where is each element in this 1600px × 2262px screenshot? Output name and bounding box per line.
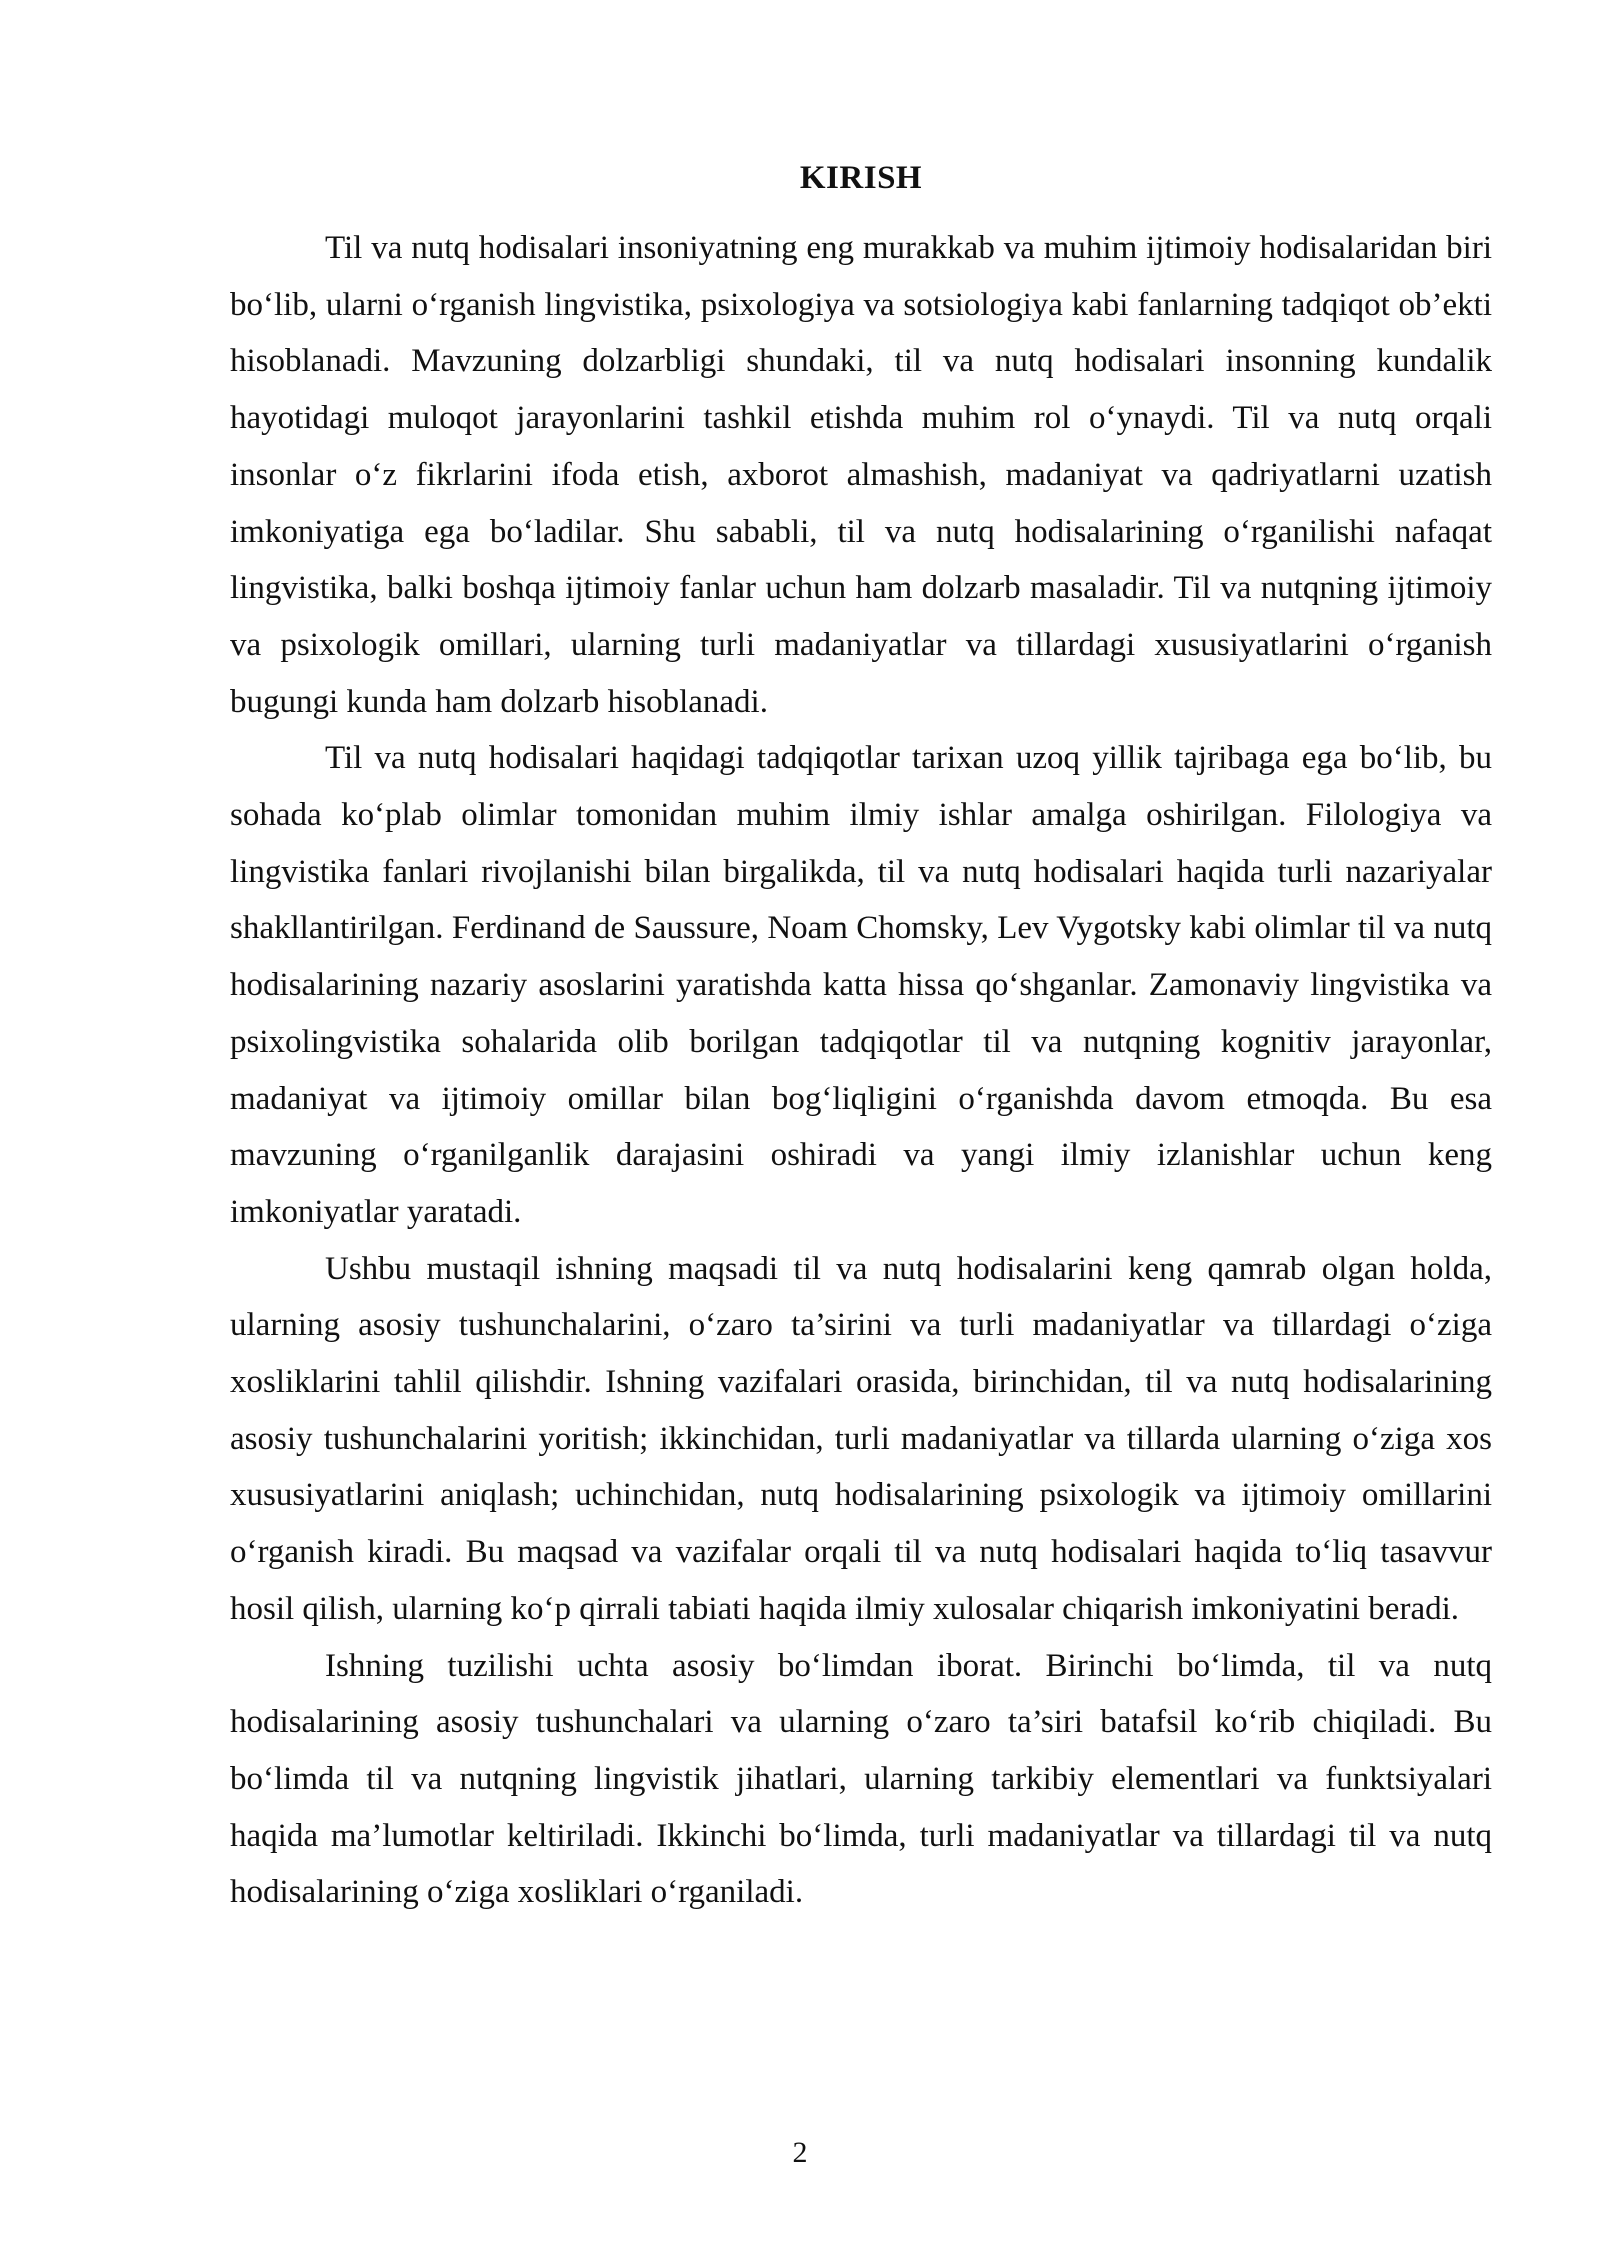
document-page <box>230 150 1492 1921</box>
paragraph-structure: Ishning tuzilishi uchta asosiy bo‘limdan iborat. Birinchi bo‘limda, til va nutq hodisalarining asosiy tushunchalari va ularning o‘zaro ta’siri batafsil ko‘rib chiqiladi. Bu bo‘limda til va nutqning lingvistik jihatlari, ularning tarkibiy elementlari va funktsiyalari haqida ma’lumotlar keltiriladi. Ikkinchi bo‘limda, turli madaniyatlar va tillardagi til va nutq hodisalarining o‘ziga xosliklari o‘rganiladi. <box>230 1647 1492 1911</box>
paragraph-research-history: Til va nutq hodisalari haqidagi tadqiqotlar tarixan uzoq yillik tajribaga ega bo‘lib, bu sohada ko‘plab olimlar tomonidan muhim ilmiy ishlar amalga oshirilgan. Filologiya va lingvistika fanlari rivojlanishi bilan birgalikda, til va nutq hodisalari haqida turli nazariyalar shakllantirilgan. Ferdinand de Saussure, Noam Chomsky, Lev Vygotsky kabi olimlar til va nutq hodisalarining nazariy asoslarini yaratishda katta hissa qo‘shganlar. Zamonaviy lingvistika va psixolingvistika sohalarida olib borilgan tadqiqotlar til va nutqning kognitiv jarayonlar, madaniyat va ijtimoiy omillar bilan bog‘liqligini o‘rganishda davom etmoqda. Bu esa mavzuning o‘rganilganlik darajasini oshiradi va yangi ilmiy izlanishlar uchun keng imkoniyatlar yaratadi. <box>230 740 1492 1230</box>
paragraph-relevance: Til va nutq hodisalari insoniyatning eng murakkab va muhim ijtimoiy hodisalaridan biri bo‘lib, ularni o‘rganish lingvistika, psixologiya va sotsiologiya kabi fanlarning tadqiqot ob’ekti hisoblanadi. Mavzuning dolzarbligi shundaki, til va nutq hodisalari insonning kundalik hayotidagi muloqot jarayonlarini tashkil etishda muhim rol o‘ynaydi. Til va nutq orqali insonlar o‘z fikrlarini ifoda etish, axborot almashish, madaniyat va qadriyatlarni uzatish imkoniyatiga ega bo‘ladilar. Shu sababli, til va nutq hodisalarining o‘rganilishi nafaqat lingvistika, balki boshqa ijtimoiy fanlar uchun ham dolzarb masaladir. Til va nutqning ijtimoiy va psixologik omillari, ularning turli madaniyatlar va tillardagi xususiyatlarini o‘rganish bugungi kunda ham dolzarb hisoblanadi. <box>230 230 1492 720</box>
page-number: 2 <box>792 2136 808 2169</box>
paragraph-goals-tasks: Ushbu mustaqil ishning maqsadi til va nutq hodisalarini keng qamrab olgan holda, ularning asosiy tushunchalarini, o‘zaro ta’sirini va turli madaniyatlar va tillardagi o‘ziga xosliklarini tahlil qilishdir. Ishning vazifalari orasida, birinchidan, til va nutq hodisalarining asosiy tushunchalarini yoritish; ikkinchidan, turli madaniyatlar va tillarda ularning o‘ziga xos xususiyatlarini aniqlash; uchinchidan, nutq hodisalarining psixologik va ijtimoiy omillarini o‘rganish kiradi. Bu maqsad va vazifalar orqali til va nutq hodisalari haqida to‘liq tasavvur hosil qilish, ularning ko‘p qirrali tabiati haqida ilmiy xulosalar chiqarish imkoniyatini beradi. <box>230 1250 1492 1627</box>
document-title: KIRISH <box>799 160 923 196</box>
